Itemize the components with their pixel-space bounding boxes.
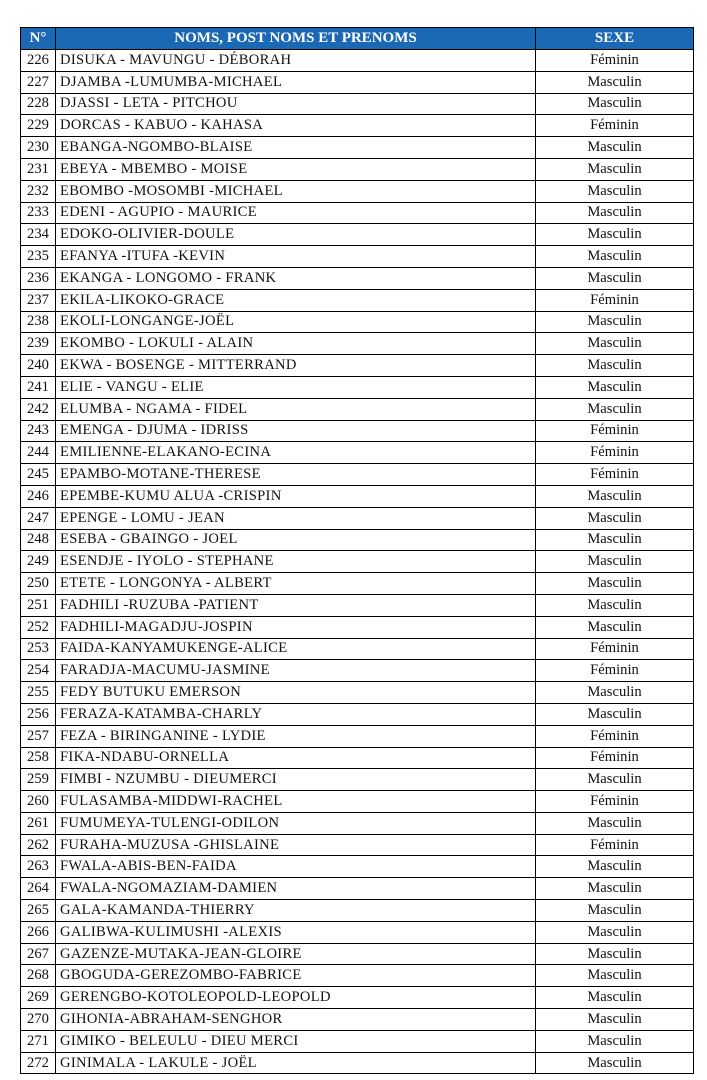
row-sex: Masculin xyxy=(536,71,694,93)
row-name: GAZENZE-MUTAKA-JEAN-GLOIRE xyxy=(56,943,536,965)
row-name: EKOMBO - LOKULI - ALAIN xyxy=(56,333,536,355)
row-number: 254 xyxy=(21,660,56,682)
table-row xyxy=(21,137,694,159)
row-sex: Masculin xyxy=(536,900,694,922)
row-number: 231 xyxy=(21,158,56,180)
table-row xyxy=(21,573,694,595)
row-number: 243 xyxy=(21,420,56,442)
row-name: EMILIENNE-ELAKANO-ECINA xyxy=(56,442,536,464)
row-sex: Masculin xyxy=(536,398,694,420)
row-name: FULASAMBA-MIDDWI-RACHEL xyxy=(56,791,536,813)
table-row xyxy=(21,616,694,638)
row-sex: Féminin xyxy=(536,638,694,660)
table-row xyxy=(21,834,694,856)
row-number: 265 xyxy=(21,900,56,922)
row-number: 235 xyxy=(21,246,56,268)
table-header xyxy=(21,28,694,50)
row-sex: Masculin xyxy=(536,1009,694,1031)
row-name: FWALA-ABIS-BEN-FAIDA xyxy=(56,856,536,878)
row-number: 229 xyxy=(21,115,56,137)
row-sex: Masculin xyxy=(536,507,694,529)
table-row xyxy=(21,224,694,246)
row-number: 247 xyxy=(21,507,56,529)
row-name: FADHILI-MAGADJU-JOSPIN xyxy=(56,616,536,638)
table-row xyxy=(21,529,694,551)
row-name: EDENI - AGUPIO - MAURICE xyxy=(56,202,536,224)
row-name: GALA-KAMANDA-THIERRY xyxy=(56,900,536,922)
row-number: 267 xyxy=(21,943,56,965)
row-number: 237 xyxy=(21,289,56,311)
row-sex: Féminin xyxy=(536,725,694,747)
row-name: EBOMBO -MOSOMBI -MICHAEL xyxy=(56,180,536,202)
table-row xyxy=(21,682,694,704)
header-row xyxy=(21,28,694,50)
row-name: ETETE - LONGONYA - ALBERT xyxy=(56,573,536,595)
row-number: 244 xyxy=(21,442,56,464)
row-sex: Féminin xyxy=(536,50,694,72)
row-name: ELIE - VANGU - ELIE xyxy=(56,376,536,398)
row-name: FERAZA-KATAMBA-CHARLY xyxy=(56,703,536,725)
table-row xyxy=(21,921,694,943)
row-sex: Masculin xyxy=(536,180,694,202)
table-row xyxy=(21,50,694,72)
row-number: 246 xyxy=(21,485,56,507)
row-name: GINIMALA - LAKULE - JOËL xyxy=(56,1052,536,1074)
row-name: EKANGA - LONGOMO - FRANK xyxy=(56,267,536,289)
row-sex: Masculin xyxy=(536,1030,694,1052)
row-number: 230 xyxy=(21,137,56,159)
row-sex: Masculin xyxy=(536,137,694,159)
table-row xyxy=(21,943,694,965)
row-number: 257 xyxy=(21,725,56,747)
table-row xyxy=(21,93,694,115)
row-sex: Masculin xyxy=(536,551,694,573)
table-body xyxy=(21,50,694,1074)
row-name: EDOKO-OLIVIER-DOULE xyxy=(56,224,536,246)
table-row xyxy=(21,812,694,834)
row-sex: Féminin xyxy=(536,834,694,856)
row-number: 259 xyxy=(21,769,56,791)
row-name: DJASSI - LETA - PITCHOU xyxy=(56,93,536,115)
row-sex: Féminin xyxy=(536,115,694,137)
row-number: 234 xyxy=(21,224,56,246)
table-row xyxy=(21,333,694,355)
row-number: 228 xyxy=(21,93,56,115)
table-row xyxy=(21,878,694,900)
table-row xyxy=(21,594,694,616)
row-number: 250 xyxy=(21,573,56,595)
row-sex: Masculin xyxy=(536,594,694,616)
row-number: 256 xyxy=(21,703,56,725)
row-name: FEZA - BIRINGANINE - LYDIE xyxy=(56,725,536,747)
row-sex: Masculin xyxy=(536,93,694,115)
row-name: EBEYA - MBEMBO - MOISE xyxy=(56,158,536,180)
table-row xyxy=(21,158,694,180)
row-number: 240 xyxy=(21,355,56,377)
row-sex: Masculin xyxy=(536,987,694,1009)
row-name: GERENGBO-KOTOLEOPOLD-LEOPOLD xyxy=(56,987,536,1009)
row-name: GIMIKO - BELEULU - DIEU MERCI xyxy=(56,1030,536,1052)
row-name: EKILA-LIKOKO-GRACE xyxy=(56,289,536,311)
row-sex: Masculin xyxy=(536,943,694,965)
row-number: 242 xyxy=(21,398,56,420)
row-sex: Féminin xyxy=(536,464,694,486)
row-sex: Masculin xyxy=(536,921,694,943)
row-number: 269 xyxy=(21,987,56,1009)
table-row xyxy=(21,180,694,202)
table-row xyxy=(21,660,694,682)
table-row xyxy=(21,246,694,268)
row-name: GALIBWA-KULIMUSHI -ALEXIS xyxy=(56,921,536,943)
table-row xyxy=(21,1030,694,1052)
table-row xyxy=(21,769,694,791)
table-row xyxy=(21,551,694,573)
row-number: 241 xyxy=(21,376,56,398)
row-sex: Masculin xyxy=(536,485,694,507)
table-row xyxy=(21,725,694,747)
row-name: GBOGUDA-GEREZOMBO-FABRICE xyxy=(56,965,536,987)
row-name: ELUMBA - NGAMA - FIDEL xyxy=(56,398,536,420)
table-row xyxy=(21,355,694,377)
row-number: 252 xyxy=(21,616,56,638)
row-number: 270 xyxy=(21,1009,56,1031)
row-name: FUMUMEYA-TULENGI-ODILON xyxy=(56,812,536,834)
table-row xyxy=(21,376,694,398)
table-row xyxy=(21,115,694,137)
row-sex: Masculin xyxy=(536,224,694,246)
header-number: N° xyxy=(21,28,56,50)
row-number: 268 xyxy=(21,965,56,987)
row-sex: Masculin xyxy=(536,573,694,595)
row-number: 233 xyxy=(21,202,56,224)
row-name: FURAHA-MUZUSA -GHISLAINE xyxy=(56,834,536,856)
table-row xyxy=(21,507,694,529)
row-sex: Masculin xyxy=(536,267,694,289)
row-name: FADHILI -RUZUBA -PATIENT xyxy=(56,594,536,616)
row-sex: Masculin xyxy=(536,246,694,268)
row-number: 251 xyxy=(21,594,56,616)
table-row xyxy=(21,1009,694,1031)
header-sex: SEXE xyxy=(536,28,694,50)
row-number: 227 xyxy=(21,71,56,93)
row-name: GIHONIA-ABRAHAM-SENGHOR xyxy=(56,1009,536,1031)
row-number: 261 xyxy=(21,812,56,834)
table-row xyxy=(21,791,694,813)
table-row xyxy=(21,71,694,93)
row-sex: Masculin xyxy=(536,878,694,900)
table-row xyxy=(21,289,694,311)
row-name: EPEMBE-KUMU ALUA -CRISPIN xyxy=(56,485,536,507)
student-list-table xyxy=(20,27,694,1074)
row-number: 249 xyxy=(21,551,56,573)
table-row xyxy=(21,965,694,987)
row-name: ESENDJE - IYOLO - STEPHANE xyxy=(56,551,536,573)
table-row xyxy=(21,202,694,224)
row-number: 232 xyxy=(21,180,56,202)
table-row xyxy=(21,856,694,878)
row-name: EKOLI-LONGANGE-JOËL xyxy=(56,311,536,333)
row-name: EBANGA-NGOMBO-BLAISE xyxy=(56,137,536,159)
row-number: 226 xyxy=(21,50,56,72)
table-row xyxy=(21,311,694,333)
table-row xyxy=(21,900,694,922)
row-sex: Féminin xyxy=(536,747,694,769)
row-number: 258 xyxy=(21,747,56,769)
row-sex: Masculin xyxy=(536,202,694,224)
table-row xyxy=(21,1052,694,1074)
row-sex: Féminin xyxy=(536,420,694,442)
row-name: FAIDA-KANYAMUKENGE-ALICE xyxy=(56,638,536,660)
row-sex: Masculin xyxy=(536,856,694,878)
row-number: 272 xyxy=(21,1052,56,1074)
row-name: FEDY BUTUKU EMERSON xyxy=(56,682,536,704)
header-names: NOMS, POST NOMS ET PRENOMS xyxy=(56,28,536,50)
row-sex: Féminin xyxy=(536,660,694,682)
row-sex: Masculin xyxy=(536,812,694,834)
table-row xyxy=(21,464,694,486)
row-sex: Masculin xyxy=(536,616,694,638)
row-sex: Masculin xyxy=(536,965,694,987)
table-row xyxy=(21,987,694,1009)
row-sex: Masculin xyxy=(536,1052,694,1074)
row-name: FWALA-NGOMAZIAM-DAMIEN xyxy=(56,878,536,900)
row-name: FIMBI - NZUMBU - DIEUMERCI xyxy=(56,769,536,791)
table-row xyxy=(21,638,694,660)
row-sex: Masculin xyxy=(536,158,694,180)
row-number: 262 xyxy=(21,834,56,856)
row-name: ESEBA - GBAINGO - JOEL xyxy=(56,529,536,551)
row-number: 263 xyxy=(21,856,56,878)
row-number: 245 xyxy=(21,464,56,486)
row-name: EMENGA - DJUMA - IDRISS xyxy=(56,420,536,442)
row-number: 248 xyxy=(21,529,56,551)
row-sex: Masculin xyxy=(536,682,694,704)
table-row xyxy=(21,703,694,725)
row-sex: Masculin xyxy=(536,703,694,725)
row-name: EKWA - BOSENGE - MITTERRAND xyxy=(56,355,536,377)
row-name: FIKA-NDABU-ORNELLA xyxy=(56,747,536,769)
table-row xyxy=(21,747,694,769)
row-name: DJAMBA -LUMUMBA-MICHAEL xyxy=(56,71,536,93)
row-name: DORCAS - KABUO - KAHASA xyxy=(56,115,536,137)
row-name: DISUKA - MAVUNGU - DÉBORAH xyxy=(56,50,536,72)
table-row xyxy=(21,442,694,464)
row-sex: Masculin xyxy=(536,769,694,791)
row-sex: Féminin xyxy=(536,442,694,464)
row-name: FARADJA-MACUMU-JASMINE xyxy=(56,660,536,682)
row-sex: Féminin xyxy=(536,289,694,311)
row-sex: Masculin xyxy=(536,311,694,333)
table-row xyxy=(21,398,694,420)
row-number: 264 xyxy=(21,878,56,900)
table-row xyxy=(21,267,694,289)
row-sex: Masculin xyxy=(536,333,694,355)
row-sex: Féminin xyxy=(536,791,694,813)
row-number: 238 xyxy=(21,311,56,333)
row-name: EPENGE - LOMU - JEAN xyxy=(56,507,536,529)
table-row xyxy=(21,485,694,507)
row-sex: Masculin xyxy=(536,529,694,551)
row-sex: Masculin xyxy=(536,355,694,377)
row-number: 236 xyxy=(21,267,56,289)
row-number: 253 xyxy=(21,638,56,660)
row-number: 260 xyxy=(21,791,56,813)
row-number: 266 xyxy=(21,921,56,943)
row-number: 271 xyxy=(21,1030,56,1052)
row-sex: Masculin xyxy=(536,376,694,398)
row-name: EPAMBO-MOTANE-THERESE xyxy=(56,464,536,486)
table-row xyxy=(21,420,694,442)
row-number: 239 xyxy=(21,333,56,355)
row-number: 255 xyxy=(21,682,56,704)
row-name: EFANYA -ITUFA -KEVIN xyxy=(56,246,536,268)
